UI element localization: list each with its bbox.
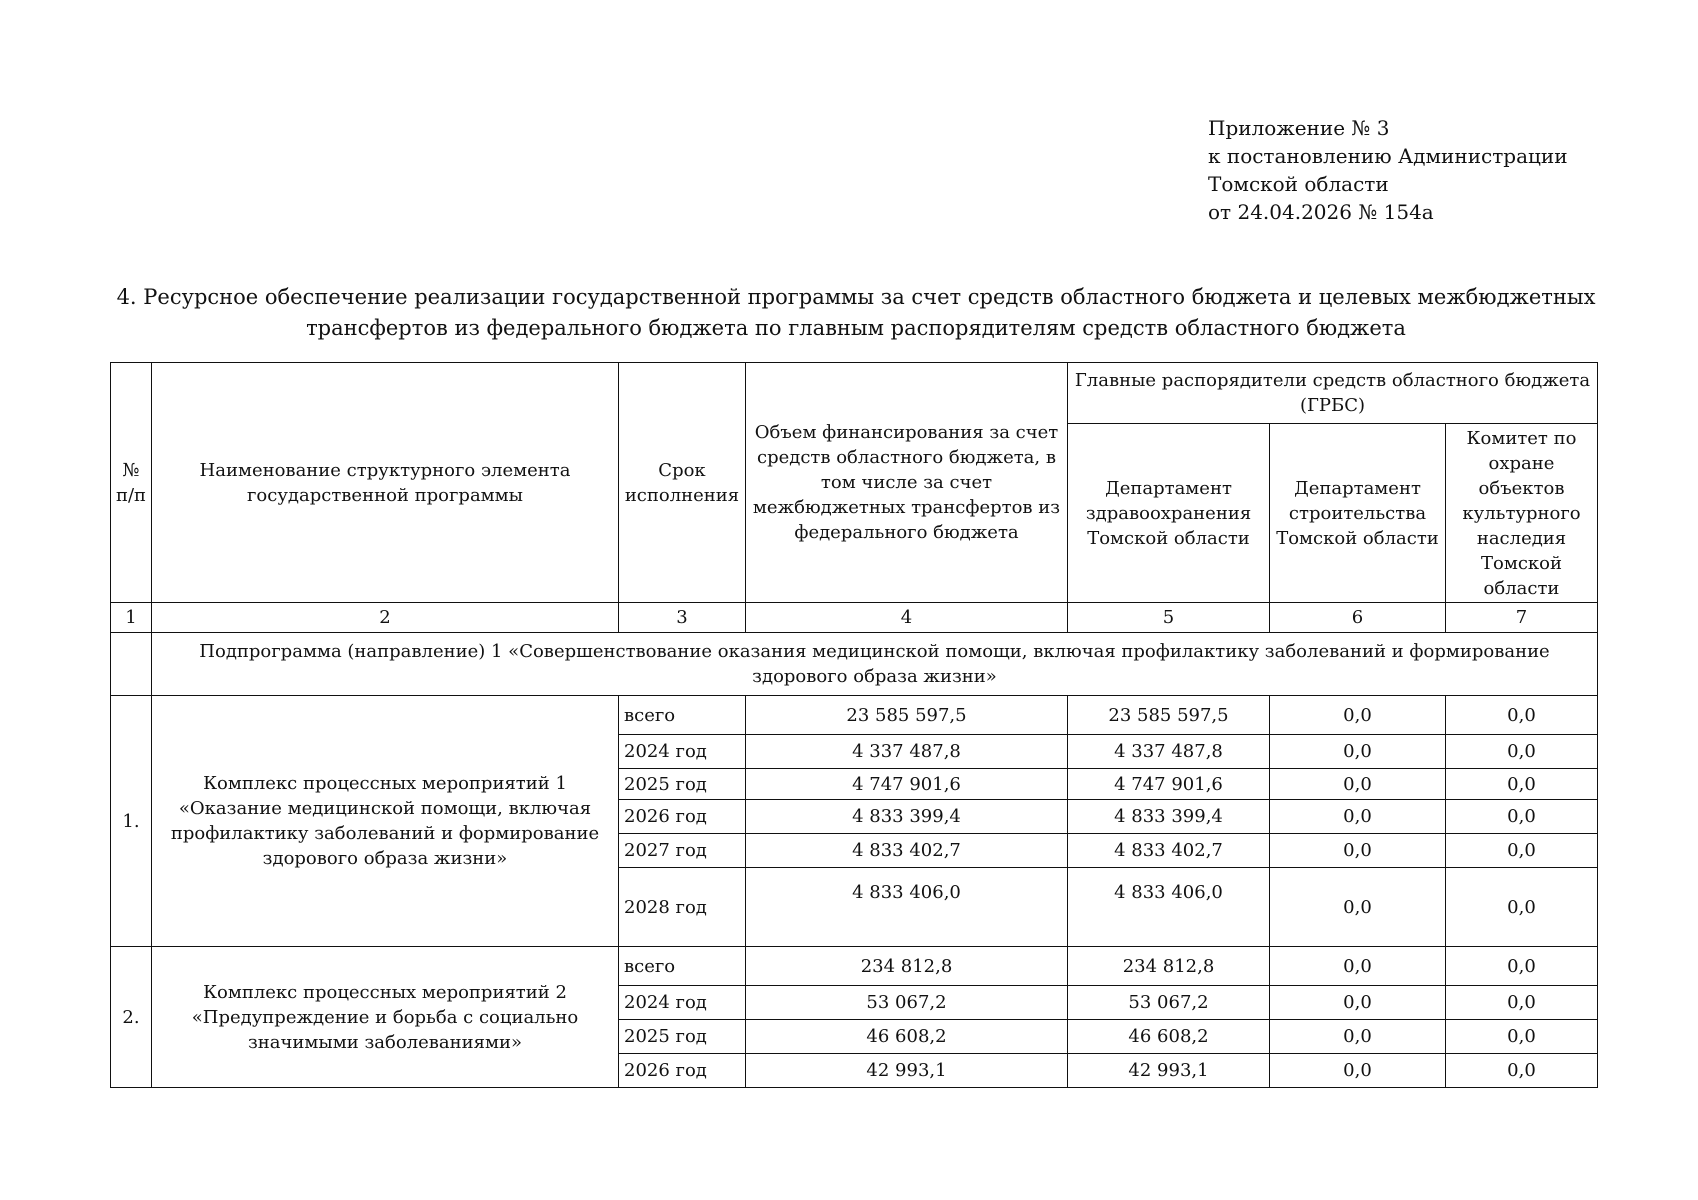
volume-cell: 4 833 406,0 [746, 868, 1068, 947]
appendix-line-4: от 24.04.2026 № 154а [1208, 200, 1434, 224]
health-cell: 4 833 406,0 [1068, 868, 1270, 947]
column-number: 3 [619, 603, 746, 633]
column-number: 7 [1446, 603, 1598, 633]
health-cell: 4 337 487,8 [1068, 735, 1270, 769]
health-cell: 53 067,2 [1068, 986, 1270, 1020]
construction-cell: 0,0 [1270, 735, 1446, 769]
period-cell: всего [619, 696, 746, 735]
health-cell: 234 812,8 [1068, 947, 1270, 986]
health-cell: 4 833 402,7 [1068, 834, 1270, 868]
health-cell: 23 585 597,5 [1068, 696, 1270, 735]
column-number: 2 [152, 603, 619, 633]
health-cell: 4 833 399,4 [1068, 800, 1270, 834]
heritage-cell: 0,0 [1446, 800, 1598, 834]
construction-cell: 0,0 [1270, 1020, 1446, 1054]
heritage-cell: 0,0 [1446, 735, 1598, 769]
header-grbs: Главные распорядители средств областного бюджета (ГРБС) [1068, 363, 1598, 424]
column-number: 1 [111, 603, 152, 633]
heritage-cell: 0,0 [1446, 1054, 1598, 1088]
header-committee-heritage: Комитет по охране объектов культурного наследия Томской области [1446, 424, 1598, 603]
column-number-row [111, 603, 1598, 633]
heritage-cell: 0,0 [1446, 986, 1598, 1020]
block-number: 1. [111, 696, 152, 947]
table-row [111, 947, 1598, 986]
header-row-1 [111, 363, 1598, 424]
period-cell: 2025 год [619, 769, 746, 800]
period-cell: 2028 год [619, 868, 746, 947]
column-number: 6 [1270, 603, 1446, 633]
subprogram-num-empty [111, 633, 152, 696]
health-cell: 46 608,2 [1068, 1020, 1270, 1054]
column-number: 4 [746, 603, 1068, 633]
construction-cell: 0,0 [1270, 800, 1446, 834]
header-name: Наименование структурного элемента государственной программы [152, 363, 619, 603]
heritage-cell: 0,0 [1446, 834, 1598, 868]
block-name: Комплекс процессных мероприятий 1 «Оказание медицинской помощи, включая профилактику заболеваний и формирование здорового образа жизни» [152, 696, 619, 947]
volume-cell: 53 067,2 [746, 986, 1068, 1020]
block-number: 2. [111, 947, 152, 1088]
volume-cell: 4 833 399,4 [746, 800, 1068, 834]
period-cell: 2024 год [619, 986, 746, 1020]
period-cell: 2024 год [619, 735, 746, 769]
health-cell: 42 993,1 [1068, 1054, 1270, 1088]
construction-cell: 0,0 [1270, 696, 1446, 735]
document-title-line-1: 4. Ресурсное обеспечение реализации государственной программы за счет средств областного бюджета и целевых межбюджетных [116, 285, 1596, 309]
construction-cell: 0,0 [1270, 1054, 1446, 1088]
budget-table [110, 362, 1598, 1088]
period-cell: 2027 год [619, 834, 746, 868]
table-row [111, 696, 1598, 735]
subprogram-title: Подпрограмма (направление) 1 «Совершенствование оказания медицинской помощи, включая профилактику заболеваний и формирование здорового образа жизни» [152, 633, 1598, 696]
heritage-cell: 0,0 [1446, 868, 1598, 947]
header-dept-health: Департамент здравоохранения Томской области [1068, 424, 1270, 603]
document-title-line-2: трансфертов из федерального бюджета по главным распорядителям средств областного бюджета [306, 316, 1406, 340]
appendix-line-1: Приложение № 3 [1208, 116, 1390, 140]
construction-cell: 0,0 [1270, 947, 1446, 986]
heritage-cell: 0,0 [1446, 1020, 1598, 1054]
header-term: Срок исполнения [619, 363, 746, 603]
block-name: Комплекс процессных мероприятий 2 «Предупреждение и борьба с социально значимыми заболеваниями» [152, 947, 619, 1088]
volume-cell: 4 337 487,8 [746, 735, 1068, 769]
appendix-line-3: Томской области [1208, 172, 1389, 196]
subprogram-row [111, 633, 1598, 696]
volume-cell: 4 747 901,6 [746, 769, 1068, 800]
period-cell: 2026 год [619, 1054, 746, 1088]
column-number: 5 [1068, 603, 1270, 633]
period-cell: 2026 год [619, 800, 746, 834]
health-cell: 4 747 901,6 [1068, 769, 1270, 800]
construction-cell: 0,0 [1270, 834, 1446, 868]
heritage-cell: 0,0 [1446, 769, 1598, 800]
construction-cell: 0,0 [1270, 868, 1446, 947]
period-cell: всего [619, 947, 746, 986]
heritage-cell: 0,0 [1446, 947, 1598, 986]
appendix-line-2: к постановлению Администрации [1208, 144, 1568, 168]
volume-cell: 42 993,1 [746, 1054, 1068, 1088]
volume-cell: 4 833 402,7 [746, 834, 1068, 868]
header-num: № п/п [111, 363, 152, 603]
volume-cell: 23 585 597,5 [746, 696, 1068, 735]
document-title [110, 282, 1602, 344]
construction-cell: 0,0 [1270, 769, 1446, 800]
appendix-block [1208, 114, 1568, 226]
volume-cell: 46 608,2 [746, 1020, 1068, 1054]
period-cell: 2025 год [619, 1020, 746, 1054]
volume-cell: 234 812,8 [746, 947, 1068, 986]
header-dept-construction: Департамент строительства Томской области [1270, 424, 1446, 603]
construction-cell: 0,0 [1270, 986, 1446, 1020]
heritage-cell: 0,0 [1446, 696, 1598, 735]
header-volume: Объем финансирования за счет средств областного бюджета, в том числе за счет межбюджетных трансфертов из федерального бюджета [746, 363, 1068, 603]
